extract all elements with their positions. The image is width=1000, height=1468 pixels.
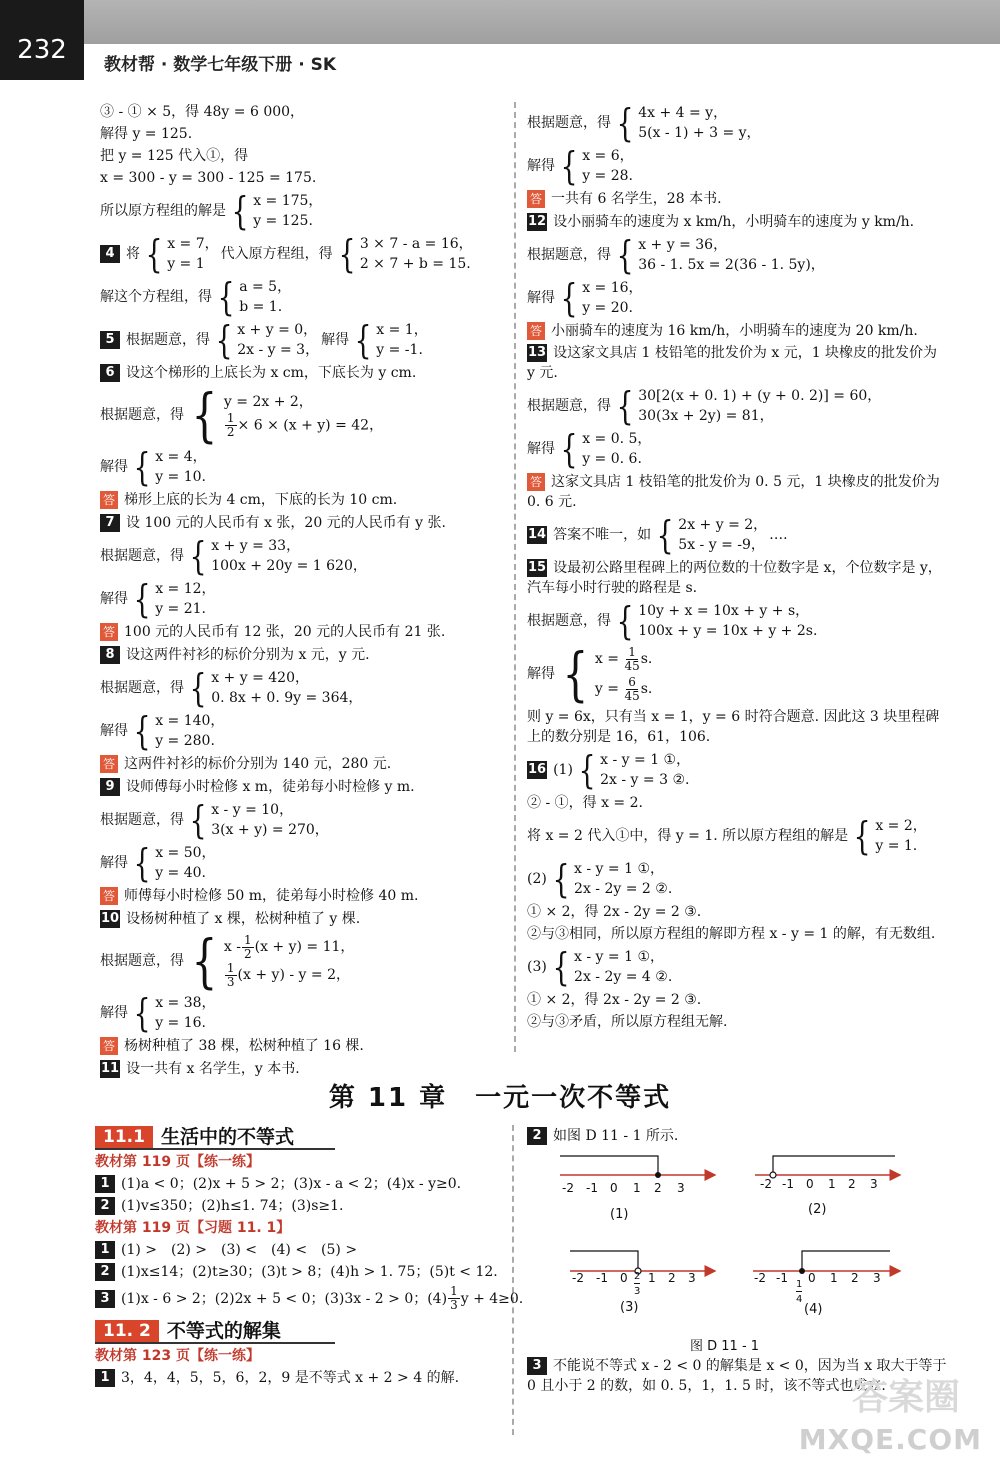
problem-number: 9 (100, 778, 120, 796)
problem-number: 5 (100, 331, 120, 349)
equation-line: (3) { x - y = 1 ①， 2x - 2y = 4 ②. (527, 945, 673, 989)
problem-4: 4 将 { x = 7， y = 1 代入原方程组，得 { 3 × 7 - a = 16， 2 × 7 + b = 15. (100, 234, 500, 274)
equation-line: 根据题意，得 { 10y + x = 10x + y + s， 100x + y = 10x + y + 2s. (527, 599, 818, 643)
page-header (0, 0, 1000, 80)
answer-badge: 答 (527, 473, 545, 491)
answer-line: 答 师傅每小时检修 50 m，徒弟每小时检修 40 m. (100, 886, 500, 906)
equation-line: 根据题意，得 { x + y = 33， 100x + 20y = 1 620， (100, 534, 367, 578)
section-number: 11.1 (95, 1126, 153, 1148)
section-left (95, 1124, 524, 1390)
problem-number: 4 (100, 245, 120, 263)
subheading: 教材第 119 页【练一练】 (95, 1154, 260, 1170)
problem-13: 13 设这家文具店 1 枝铅笔的批发价为 x 元，1 块橡皮的批发价为 y 元. (527, 345, 938, 381)
right-column (527, 100, 947, 1034)
watermark-brand: 答案圈 (851, 1377, 960, 1418)
section-title: 生活中的不等式 (160, 1126, 294, 1148)
solution-line: 解得 { x = 16， y = 20. (527, 276, 643, 320)
answer-badge: 答 (100, 887, 118, 905)
solution-line: 解得 { x = 140， y = 280. (100, 709, 225, 753)
chapter-title: 第 11 章 一元一次不等式 (328, 1083, 672, 1113)
solution-line (100, 191, 500, 231)
equation-line: 根据题意，得 { 4x + 4 = y， 5(x - 1) + 3 = y， (527, 101, 761, 145)
section-number: 11. 2 (95, 1320, 159, 1342)
exercise: 1 (1)a < 0；(2)x + 5 > 2；(3)x - a < 2；(4)x - y≥0. (95, 1174, 490, 1194)
equation-line: 根据题意，得 { x + y = 36， 36 - 1. 5x = 2(36 - 1. 5y)， (527, 233, 825, 277)
equation-line: 根据题意，得 { x + y = 420， 0. 8x + 0. 9y = 364， (100, 666, 363, 710)
problem-number: 3 (527, 1357, 547, 1375)
exercise: 2 如图 D 11 - 1 所示. (527, 1126, 957, 1146)
problem-number: 8 (100, 646, 120, 664)
problem-10: 10 设杨树种植了 x 棵，松树种植了 y 棵. (101, 911, 361, 927)
solution-line: 解得 { x = 12， y = 21. (100, 577, 216, 621)
column-divider (512, 1125, 514, 1435)
answer-badge: 答 (100, 623, 118, 641)
solution-line: 将 x = 2 代入①中，得 y = 1. 所以原方程组的解是 { x = 2， y = 1. (527, 814, 927, 858)
problem-9: 9 设师傅每小时检修 x m，徒弟每小时检修 y m. (100, 777, 500, 797)
exercise-3: 3 不能说不等式 x - 2 < 0 的解集是 x < 0，因为当 x 取大于等于 0 且小于 2 的数，如 0. 5，1，1. 5 时，该不等式也成立. (527, 1358, 947, 1394)
answer-line: 答 一共有 6 名学生，28 本书. (527, 189, 947, 209)
number-line-1 (560, 1156, 715, 1178)
answer-badge: 答 (100, 1037, 118, 1055)
solution-line: 解得 { x = 50， y = 40. (100, 841, 216, 885)
answer-line: 答 杨树种植了 38 棵，松树种植了 16 棵. (100, 1036, 500, 1056)
text-line: 解得 y = 125. (100, 126, 193, 142)
problem-number: 13 (528, 345, 547, 360)
answer-badge: 答 (100, 491, 118, 509)
text-line: ②与③矛盾，所以原方程组无解. (527, 1014, 728, 1030)
exercise: 1 3，4，4，5，5，6，2，9 是不等式 x + 2 > 4 的解. (95, 1368, 490, 1388)
problem-number: 11 (101, 1061, 120, 1076)
exercise: 1 (1) > (2) > (3) < (4) < (5) > (95, 1240, 490, 1260)
subheading: 教材第 123 页【练一练】 (95, 1348, 260, 1364)
solution-line: 解得 { x = 4， y = 10. (100, 445, 207, 489)
text-line: ① × 2，得 2x - 2y = 2 ③. (527, 904, 702, 920)
equation-line: 根据题意，得 { 30[2(x + 0. 1) + (y + 0. 2)] = 60， 30(3x + 2y) = 81， (527, 384, 882, 428)
problem-number: 10 (101, 911, 120, 926)
equation-line: 根据题意，得 { x - $\frac{1}{2}$ (x + y) = 11， $\frac{1}{3}$ (x + y) - y = 2， (100, 927, 355, 995)
page-number: 232 (0, 0, 84, 80)
exercise: 3 (1)x - 6 > 2；(2)2x + 5 < 0；(3)3x - 2 > 0；(4) $\frac{1}{3}$ y + 4≥0. (95, 1285, 490, 1312)
solution-line: 解得 { x = 6， y = 28. (527, 144, 634, 188)
left-column (100, 100, 500, 1082)
problem-16: 16 (1) { x - y = 1 ①， 2x - y = 3 ②. (528, 748, 691, 792)
answer-line: 答 小丽骑车的速度为 16 km/h，小明骑车的速度为 20 km/h. (527, 321, 947, 341)
problem-number: 7 (100, 514, 120, 532)
problem-6: 6 设这个梯形的上底长为 x cm，下底长为 y cm. (100, 363, 500, 383)
answer-line: 答 100 元的人民币有 12 张，20 元的人民币有 21 张. (100, 622, 500, 642)
solution-line: 解得 { x = 38， y = 16. (100, 991, 216, 1035)
answer-badge: 答 (527, 322, 545, 340)
watermark-site: MXQE.COM (798, 1423, 982, 1456)
problem-7: 7 设 100 元的人民币有 x 张，20 元的人民币有 y 张. (100, 513, 500, 533)
number-line-figure (540, 1148, 920, 1358)
text-line: 则 y = 6x，只有当 x = 1，y = 6 时符合题意. 因此这 3 块里程碑上的数分别是 16，61，106. (527, 709, 940, 745)
subheading: 教材第 119 页【习题 11. 1】 (95, 1220, 291, 1236)
equation-line: 根据题意，得 { y = 2x + 2， $\frac{1}{2}$ × 6 × (x + y) = 42， (100, 381, 384, 449)
equation-line: 根据题意，得 { x - y = 10， 3(x + y) = 270， (100, 798, 329, 842)
exercise: 2 (1)v≤350；(2)h≤1. 74；(3)s≥1. (95, 1196, 490, 1216)
answer-line: 答 这家文具店 1 枝铅笔的批发价为 0. 5 元，1 块橡皮的批发价为 0. 6 元. (527, 474, 940, 510)
text: 所以原方程组的解是 (100, 203, 226, 219)
solution-line: 解这个方程组，得 { a = 5， b = 1. (100, 275, 292, 319)
answer-badge: 答 (100, 755, 118, 773)
problem-number: 16 (528, 762, 547, 777)
text-line: 把 y = 125 代入①，得 (100, 148, 249, 164)
problem-15: 15 设最初公路里程碑上的两位数的十位数字是 x，个位数字是 y，汽车每小时行驶的路程是 s. (527, 560, 942, 596)
section-right (527, 1124, 957, 1148)
problem-12: 12 设小丽骑车的速度为 x km/h，小明骑车的速度为 y km/h. (528, 214, 915, 230)
problem-14: 14 答案不唯一，如 { 2x + y = 2， 5x - y = -9， …. (528, 513, 788, 557)
number-line-2 (755, 1156, 900, 1178)
book-title: 教材帮 · 数学七年级下册 · SK (104, 55, 337, 75)
text-line: x = 300 - y = 300 - 125 = 175. (100, 170, 317, 186)
solution-line: 解得 { x = 0. 5， y = 0. 6. (527, 427, 652, 471)
text-line: ②与③相同，所以原方程组的解即方程 x - y = 1 的解，有无数组. (527, 926, 936, 942)
problem-number: 6 (100, 364, 120, 382)
text-line: ③ - ① × 5，得 48y = 6 000， (100, 104, 305, 120)
column-divider (514, 102, 516, 1052)
solution-line: 解得 { x = $\frac{1}{45}$ s. y = $\frac{6}{45}$ s. (527, 640, 653, 708)
answer-line: 答 这两件衬衫的标价分别为 140 元，280 元. (100, 754, 500, 774)
equation-system: { x = 175， y = 125. (231, 189, 323, 233)
answer-badge: 答 (527, 190, 545, 208)
text-line: ① × 2，得 2x - 2y = 2 ③. (527, 992, 702, 1008)
problem-number: 14 (528, 527, 547, 542)
text-line: ② - ①，得 x = 2. (527, 795, 643, 811)
figure-caption: 图 D 11 - 1 (690, 1339, 760, 1354)
problem-11: 11 设一共有 x 名学生，y 本书. (101, 1061, 300, 1077)
problem-number: 12 (528, 214, 547, 229)
equation-line: (2) { x - y = 1 ①， 2x - 2y = 2 ②. (527, 857, 673, 901)
section-heading (95, 1320, 335, 1344)
problem-8: 8 设这两件衬衫的标价分别为 x 元，y 元. (100, 645, 500, 665)
problem-5: 5 根据题意，得 { x + y = 0， 2x - y = 3， 解得 { x = 1， y = -1. (100, 320, 500, 360)
exercise: 2 (1)x≤14；(2)t≥30；(3)t > 8；(4)h > 1. 75；(5)t < 12. (95, 1262, 490, 1282)
answer-line: 答 梯形上底的长为 4 cm，下底的长为 10 cm. (100, 490, 500, 510)
section-title: 不等式的解集 (166, 1320, 281, 1342)
section-heading (95, 1126, 335, 1150)
problem-number: 15 (528, 560, 547, 575)
